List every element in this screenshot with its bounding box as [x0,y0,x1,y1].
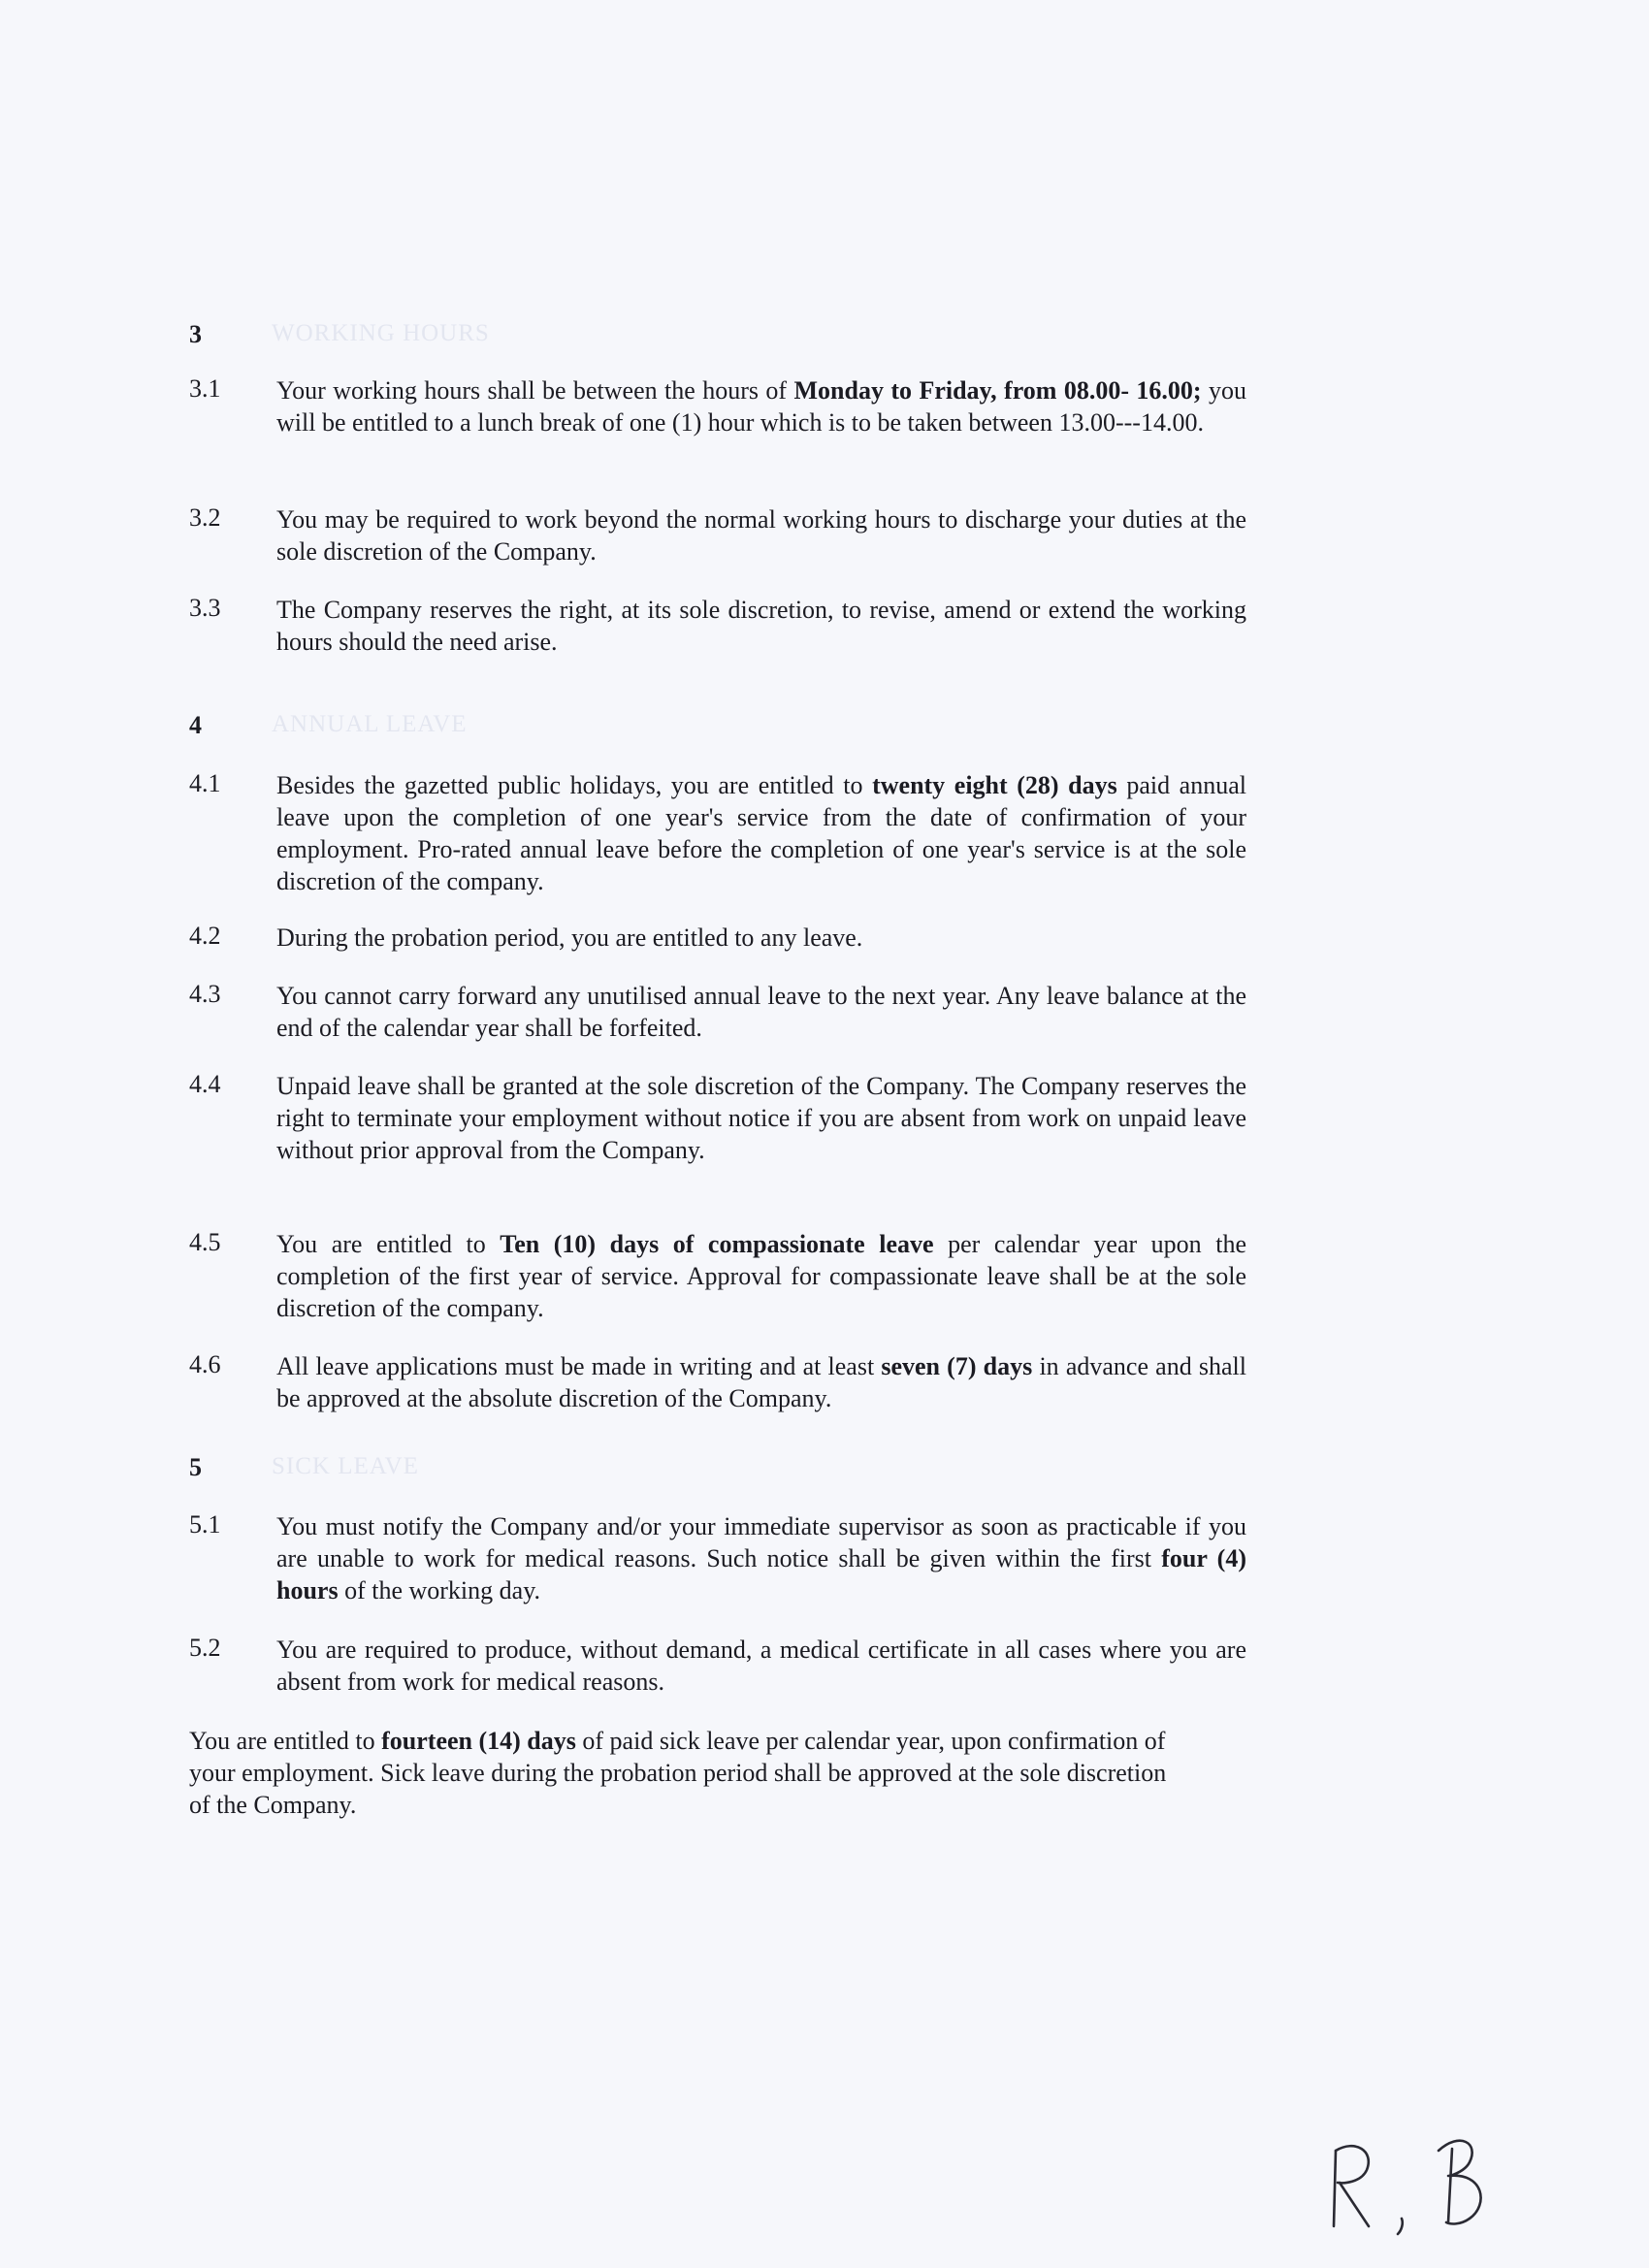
text-run: you will be entitled to a lunch break of one (1) hour which is to be taken between 13.00---14.00. [276,376,1247,437]
section-number: 3 [189,320,202,348]
section-heading-5 [189,1453,1353,1492]
text-run: paid annual leave upon the completion of one year's service from the date of confirmation of your employment. Pro-rated annual leave before the completion of one year's service is at the sole discretion of the company. [276,771,1246,895]
text-run: During the probation period, you are entitled to any leave. [276,923,863,952]
bold-text-run: Monday to Friday, from 08.00- 16.00; [793,376,1202,405]
text-run: Besides the gazetted public holidays, you are entitled to [276,771,873,799]
clause-text [276,769,1246,897]
text-run: Unpaid leave shall be granted at the sole discretion of the Company. The Company reserves the right to terminate your employment without notice if you are absent from work on unpaid leave without prior approval from the Company. [276,1072,1246,1164]
bold-text-run: seven (7) days [881,1352,1033,1380]
clause-number: 4.6 [189,1350,221,1378]
text-run: of the working day. [338,1576,541,1604]
section-heading-4 [189,711,1353,750]
clause-number: 4.5 [189,1228,221,1256]
closing-paragraph [189,1725,1169,1821]
text-run: in advance and shall be approved at the absolute discretion of the Company. [276,1352,1247,1412]
handwritten-initials-signature [1324,2129,1518,2236]
text-run: You are entitled to [189,1727,382,1755]
text-run: of paid sick leave per calendar year, upon confirmation of your employment. Sick leave during the probation period shall be approved at the sole discretion of the Company. [189,1727,1167,1819]
clause-text [276,980,1246,1044]
section-title: WORKING HOURS [272,320,490,346]
bold-text-run: twenty eight (28) days [872,771,1117,799]
clause-text [276,374,1246,438]
clause-number: 3.2 [189,503,221,532]
clause-number: 5.1 [189,1510,221,1539]
section-title: ANNUAL LEAVE [272,711,468,737]
section-number: 5 [189,1453,202,1481]
clause-text [276,922,1246,954]
clause-number: 3.1 [189,374,221,403]
clause-text [276,1510,1246,1606]
text-run: per calendar year upon the completion of the first year of service. Approval for compassionate leave shall be at the sole discretion of the company. [276,1230,1246,1322]
clause-number: 4.4 [189,1070,221,1098]
text-run: The Company reserves the right, at its sole discretion, to revise, amend or extend the working hours should the need arise. [276,596,1246,656]
text-run: You must notify the Company and/or your immediate supervisor as soon as practicable if you are unable to work for medical reasons. Such notice shall be given within the first [276,1512,1246,1572]
clause-number: 3.3 [189,594,221,622]
section-number: 4 [189,711,202,739]
section-title: SICK LEAVE [272,1453,419,1479]
text-run: Your working hours shall be between the hours of [276,376,794,405]
clause-text [276,1228,1246,1324]
bold-text-run: four (4) hours [276,1544,1246,1604]
clause-text [276,1350,1246,1414]
text-run: All leave applications must be made in writing and at least [276,1352,882,1380]
clause-text [276,1634,1246,1698]
text-run: You are required to produce, without demand, a medical certificate in all cases where you are absent from work for medical reasons. [276,1636,1246,1696]
clause-number: 5.2 [189,1634,221,1662]
clause-text [276,503,1246,567]
text-run: You are entitled to [276,1230,501,1258]
text-run: You cannot carry forward any unutilised annual leave to the next year. Any leave balance at the end of the calendar year shall be forfeited. [276,982,1246,1042]
text-run: You may be required to work beyond the normal working hours to discharge your duties at the sole discretion of the Company. [276,505,1246,566]
clause-number: 4.1 [189,769,221,797]
bold-text-run: Ten (10) days of compassionate leave [500,1230,934,1258]
clause-text [276,594,1246,658]
clause-text [276,1070,1246,1166]
clause-number: 4.3 [189,980,221,1008]
bold-text-run: fourteen (14) days [381,1727,576,1755]
clause-number: 4.2 [189,922,221,950]
section-heading-3 [189,320,1353,359]
